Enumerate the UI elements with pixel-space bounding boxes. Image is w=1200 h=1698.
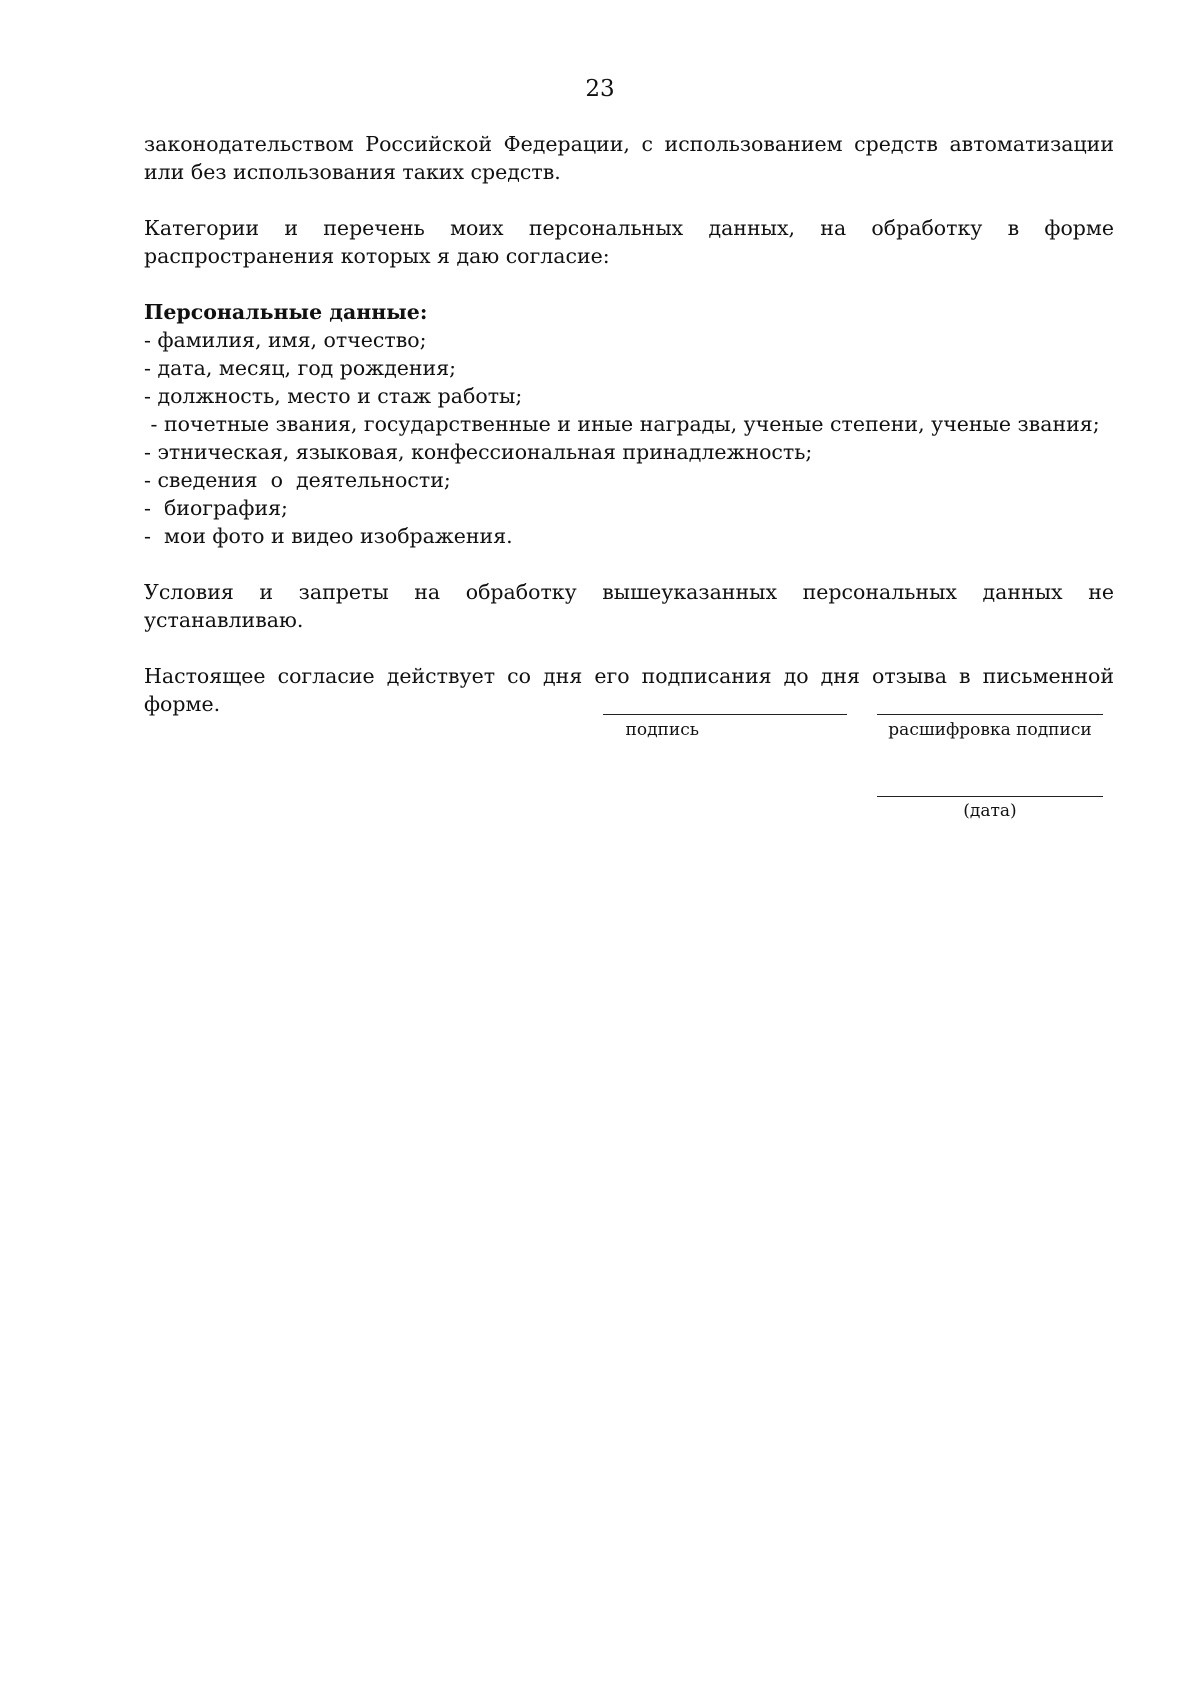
list-item: - биография; [144, 496, 288, 520]
list-item: - фамилия, имя, отчество; [144, 328, 427, 352]
page-number: 23 [585, 76, 615, 102]
list-item: - должность, место и стаж работы; [144, 384, 523, 408]
paragraph-legislation: законодательством Российской Федерации, с использованием средств автоматизации или без использования таких средств. [144, 132, 1114, 184]
list-item: - мои фото и видео изображения. [144, 524, 513, 548]
list-item: - сведения о деятельности; [144, 468, 451, 492]
signature-label: подпись [625, 720, 699, 740]
paragraph-validity: Настоящее согласие действует со дня его подписания до дня отзыва в письменной форме. [144, 664, 1114, 716]
date-label: (дата) [963, 801, 1017, 821]
signature-decoding-label: расшифровка подписи [888, 720, 1092, 740]
signature-decoding-line[interactable] [877, 714, 1103, 715]
list-item: - почетные звания, государственные и иные награды, ученые степени, ученые звания; [144, 412, 1100, 436]
list-item: - этническая, языковая, конфессиональная принадлежность; [144, 440, 813, 464]
date-line[interactable] [877, 796, 1103, 797]
personal-data-heading: Персональные данные: [144, 300, 428, 324]
signature-line[interactable] [603, 714, 847, 715]
list-item: - дата, месяц, год рождения; [144, 356, 457, 380]
personal-data-list [144, 326, 1114, 550]
paragraph-categories: Категории и перечень моих персональных данных, на обработку в форме распространения которых я даю согласие: [144, 216, 1114, 268]
document-body [144, 130, 1114, 746]
paragraph-conditions: Условия и запреты на обработку вышеуказанных персональных данных не устанавливаю. [144, 580, 1114, 632]
